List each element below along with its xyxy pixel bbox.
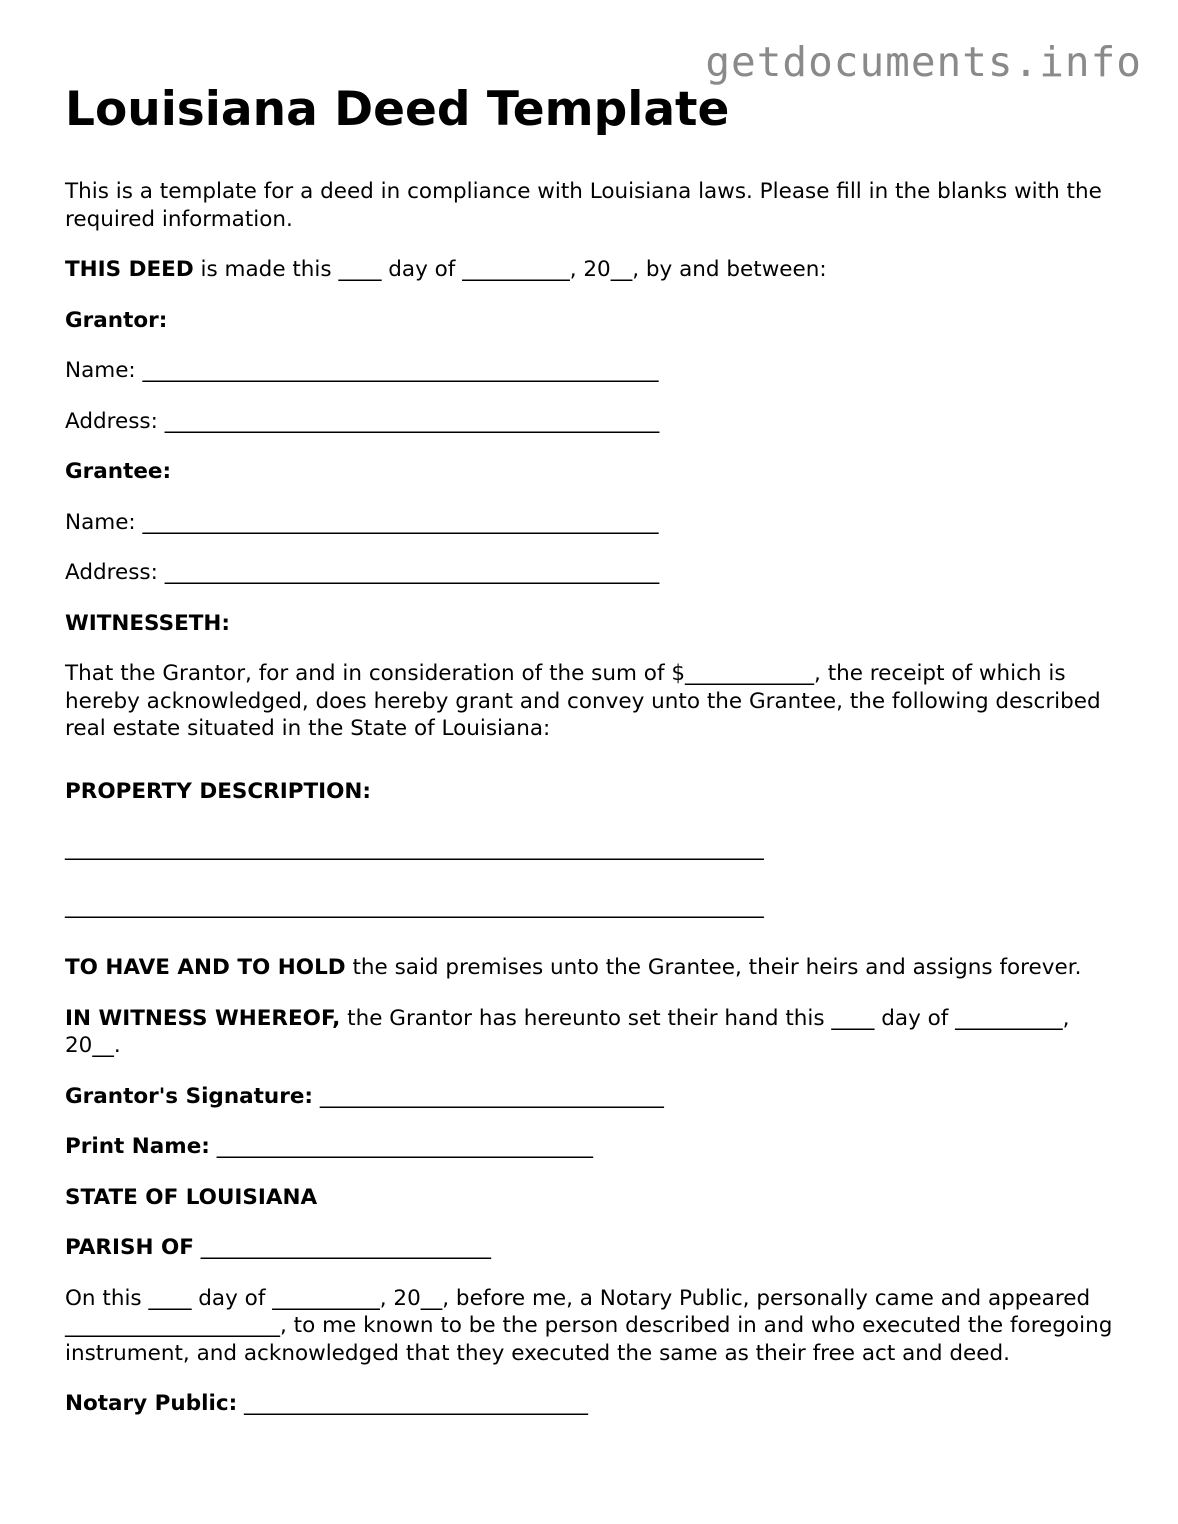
witnesseth-heading: WITNESSETH:	[65, 610, 231, 636]
grantee-name-field[interactable]: Name: ________________________________________________	[65, 509, 659, 535]
notary-public-blank[interactable]: ________________________________	[237, 1391, 589, 1416]
notary-public-field[interactable]	[65, 1390, 1125, 1418]
notary-public-label: Notary Public:	[65, 1391, 238, 1416]
in-witness-clause	[65, 1005, 1125, 1060]
parish-label: PARISH OF	[65, 1235, 194, 1260]
grantor-address-field[interactable]: Address: ______________________________________________	[65, 408, 660, 434]
state-heading: STATE OF LOUISIANA	[65, 1184, 318, 1210]
in-witness-bold: IN WITNESS WHEREOF,	[65, 1005, 341, 1031]
parish-field[interactable]	[65, 1234, 1125, 1262]
grantor-heading: Grantor:	[65, 307, 168, 333]
grantee-heading: Grantee:	[65, 459, 172, 484]
habendum-bold: TO HAVE AND TO HOLD	[65, 955, 346, 980]
grantor-name-field[interactable]: Name: ________________________________________________	[65, 358, 659, 383]
property-line-2[interactable]: _________________________________________________________________	[65, 893, 764, 919]
deed-line	[65, 256, 1125, 284]
grantee-address-field[interactable]: Address: ______________________________________________	[65, 560, 660, 585]
print-name-field[interactable]	[65, 1133, 1125, 1161]
document-page	[65, 82, 1125, 1441]
parish-blank[interactable]: ___________________________	[193, 1235, 491, 1260]
habendum-clause	[65, 954, 1125, 982]
notary-acknowledgment: On this ____ day of __________, 20__, before me, a Notary Public, personally came and appeared ____________________, to me known to be the person described in and who executed the foregoing instrument, and acknowledged that they executed the same as their free act and deed.	[65, 1285, 1113, 1366]
intro-text: This is a template for a deed in compliance with Louisiana laws. Please fill in the blanks with the required information.	[65, 179, 1102, 232]
deed-line-rest: is made this ____ day of __________, 20__, by and between:	[193, 257, 827, 282]
property-line-1[interactable]: _________________________________________________________________	[65, 836, 764, 861]
deed-line-bold: THIS DEED	[65, 257, 194, 282]
in-witness-rest: the Grantor has hereunto set their hand this ____ day of __________, 20__.	[65, 1005, 1070, 1058]
grantor-signature-field[interactable]	[65, 1083, 1125, 1111]
print-name-blank[interactable]: ___________________________________	[209, 1134, 593, 1159]
habendum-rest: the said premises unto the Grantee, their heirs and assigns forever.	[345, 955, 1082, 980]
witnesseth-text: That the Grantor, for and in consideration of the sum of $____________, the receipt of which is hereby acknowledged, does hereby grant and convey unto the Grantee, the following described real estate situated in the State of Louisiana:	[65, 661, 1101, 741]
property-heading: PROPERTY DESCRIPTION:	[65, 778, 371, 804]
grantor-signature-blank[interactable]: ________________________________	[313, 1083, 664, 1109]
print-name-label: Print Name:	[65, 1134, 210, 1159]
grantor-signature-label: Grantor's Signature:	[65, 1083, 314, 1109]
page-title: Louisiana Deed Template	[65, 82, 730, 137]
watermark: getdocuments.info	[705, 38, 1142, 86]
